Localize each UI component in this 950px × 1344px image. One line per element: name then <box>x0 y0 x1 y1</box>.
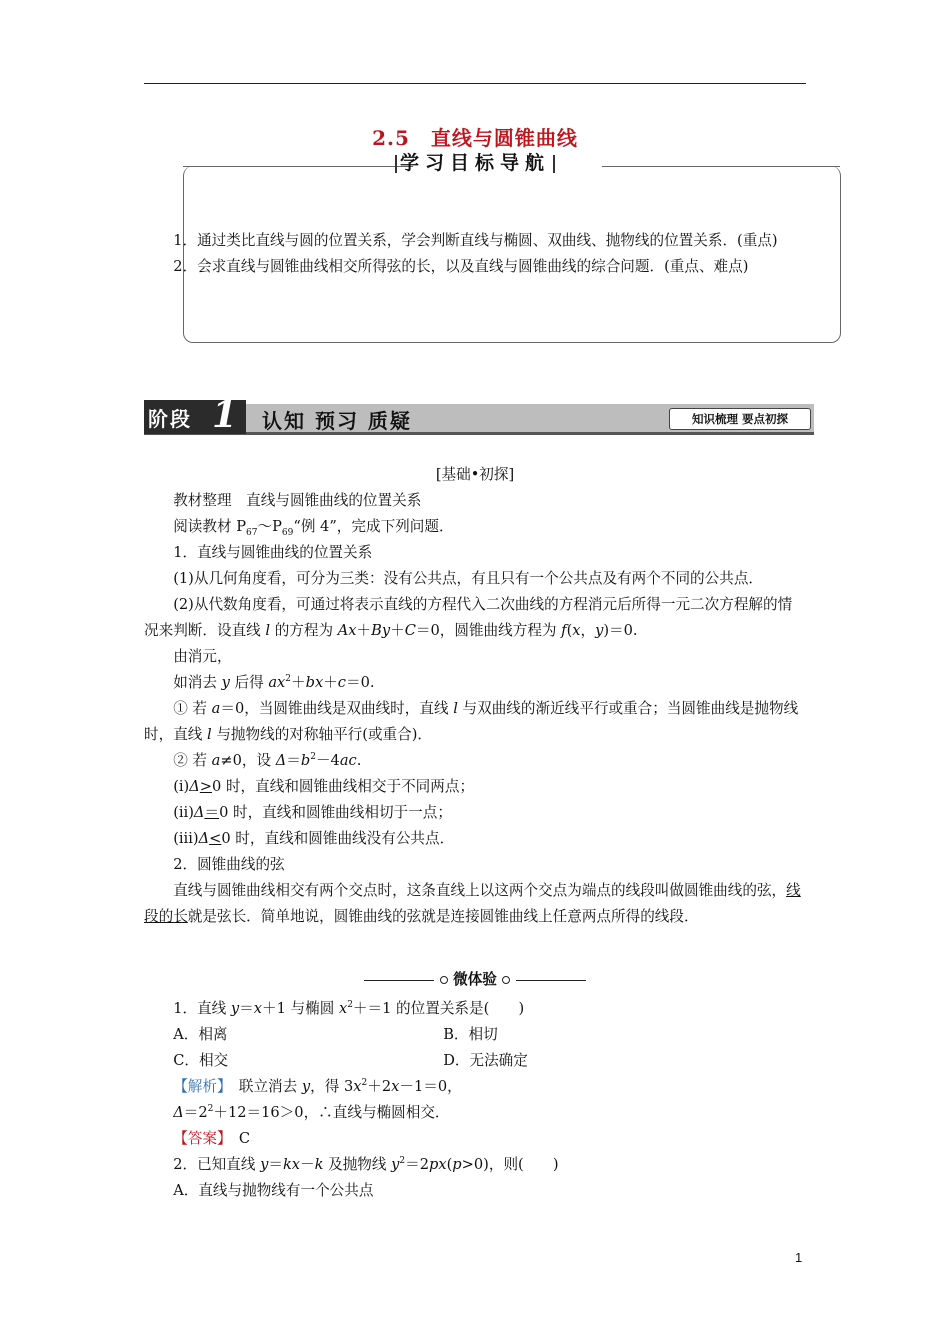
content-line: (ⅰ)Δ>0 时，直线和圆锥曲线相交于不同两点； <box>173 778 475 795</box>
content-line: ① 若 a＝0，当圆锥曲线是双曲线时，直线 l 与双曲线的渐近线平行或重合；当圆锥曲线是抛物线时，直线 l 与抛物线的对称轴平行(或重合)． <box>144 700 799 743</box>
content-line: 阅读教材 $P_{67}\sim P_{69}“$例 4”，完成下列问题． <box>173 518 454 538</box>
content-line: (ⅲ)Δ<0 时，直线和圆锥曲线没有公共点． <box>173 830 455 847</box>
options-row <box>144 1022 806 1048</box>
page-title: 2.5 直线与圆锥曲线 <box>372 126 578 150</box>
section-dot-right <box>502 976 510 984</box>
content-line: 如消去 y 后得 $ax^2+bx+c=0$. <box>173 674 375 691</box>
heading-bar-left <box>395 155 397 173</box>
stage-tag <box>144 394 246 436</box>
content-line: 由消元， <box>173 648 232 665</box>
option-a: A．直线与抛物线有一个公共点 <box>173 1182 374 1199</box>
analysis-line: 【解析】 联立消去 y，得 $3x^2+2x-1=0$， <box>173 1078 462 1095</box>
section-line-right <box>516 980 586 981</box>
option-b: B．相切 <box>443 1026 498 1043</box>
stage-title: 认知 预习 质疑 <box>262 409 412 433</box>
content-line: (1)从几何角度看，可分为三类：没有公共点，有且只有一个公共点及有两个不同的公共点． <box>173 570 764 587</box>
objectives-list <box>144 228 806 280</box>
section-title-text: 微体验 <box>453 971 497 988</box>
content-line: 直线与圆锥曲线相交有两个交点时，这条直线上以这两个交点为端点的线段叫做圆锥曲线的弦，线段的长就是弦长．简单地说，圆锥曲线的弦就是连接圆锥曲线上任意两点所得的线段． <box>144 882 801 925</box>
content-line: 2．圆锥曲线的弦 <box>173 856 285 873</box>
content-line: (2)从代数角度看，可通过将表示直线的方程代入二次曲线的方程消元后所得一元二次方程解的情况来判断．设直线 l 的方程为 Ax＋By＋C＝0，圆锥曲线方程为 f(x，y)＝0. <box>144 596 793 639</box>
options-row <box>144 1048 806 1074</box>
main-content <box>144 488 806 930</box>
objectives-heading <box>0 148 950 175</box>
content-line: 教材整理 直线与圆锥曲线的位置关系 <box>173 492 422 509</box>
option-d: D．无法确定 <box>443 1052 528 1069</box>
question-1: 1．直线 y＝x＋1 与椭圆 $x^2+=1$ 的位置关系是( ) <box>173 1000 525 1017</box>
stage-right-label: 知识梳理 要点初探 <box>669 408 811 430</box>
header-rule <box>144 83 806 84</box>
content-line: 1．直线与圆锥曲线的位置关系 <box>173 544 373 561</box>
analysis-line: $\Delta=2^2+12=16>0$，∴直线与椭圆相交． <box>173 1104 450 1121</box>
base-label: [基础•初探] <box>435 466 515 483</box>
heading-bar-right <box>553 155 555 173</box>
objectives-heading-text: 学习目标导航 <box>399 152 550 174</box>
question-2: 2．已知直线 y＝kx－k 及抛物线 $y^2=2px(p>0)$，则( ) <box>173 1156 559 1173</box>
content-line: ② 若 a≠0，设 $\Delta=b^2-4ac$. <box>173 752 362 769</box>
option-a: A．相离 <box>173 1026 228 1043</box>
page-number: 1 <box>795 1250 803 1265</box>
objective-item-2: 2．会求直线与圆锥曲线相交所得弦的长，以及直线与圆锥曲线的综合问题．(重点、难点) <box>173 258 749 275</box>
answer-value: C <box>238 1130 251 1147</box>
option-c: C．相交 <box>173 1052 229 1069</box>
content-line: (ⅱ)Δ＝0 时，直线和圆锥曲线相切于一点； <box>173 804 452 821</box>
stage-tag-text: 阶段 <box>148 407 192 431</box>
section-dot-left <box>440 976 448 984</box>
exercises <box>144 996 806 1204</box>
objective-item-1: 1．通过类比直线与圆的位置关系，学会判断直线与椭圆、双曲线、抛物线的位置关系．(重点) <box>173 232 778 249</box>
stage-banner <box>144 394 814 436</box>
answer-line: 【答案】 C <box>173 1130 251 1147</box>
stage-number: 1 <box>212 394 238 436</box>
section-line-left <box>364 980 434 981</box>
section-title <box>0 968 950 989</box>
